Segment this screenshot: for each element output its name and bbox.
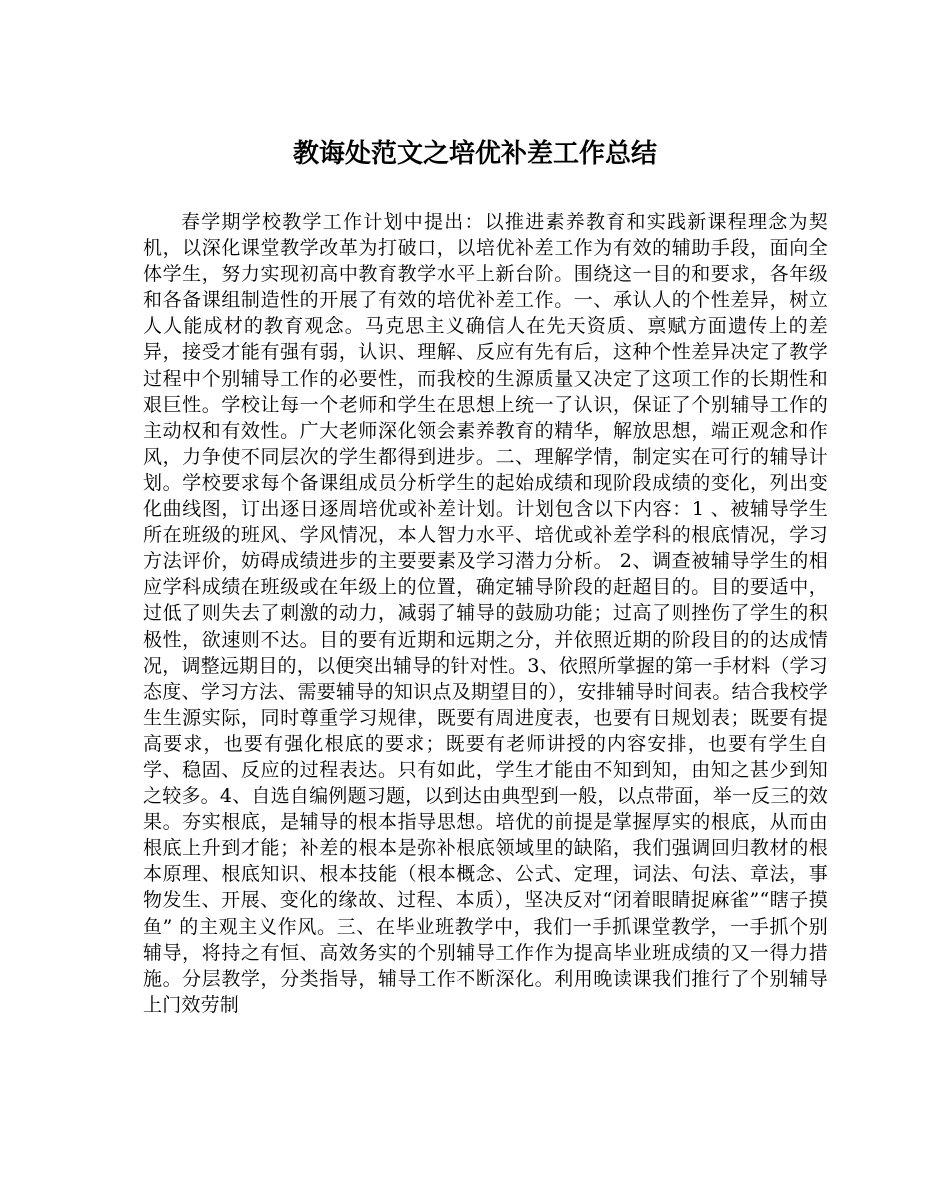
document-title: 教诲处范文之培优补差工作总结 [292, 139, 657, 169]
document-body-paragraph: 春学期学校教学工作计划中提出：以推进素养教育和实践新课程理念为契机，以深化课堂教学改革为打破口，以培优补差工作为有效的辅助手段，面向全体学生，努力实现初高中教育教学水平上新台阶。围绕这一目的和要求，各年级和各备课组制造性的开展了有效的培优补差工作。一、承认人的个性差异，树立人人能成材的教育观念。马克思主义确信人在先天资质、禀赋方面遗传上的差异，接受才能有强有弱，认识、理解、反应有先有后，这种个性差异决定了教学过程中个别辅导工作的必要性，而我校的生源质量又决定了这项工作的长期性和艰巨性。学校让每一个老师和学生在思想上统一了认识，保证了个别辅导工作的主动权和有效性。广大老师深化领会素养教育的精华，解放思想，端正观念和作风，力争使不同层次的学生都得到进步。二、理解学情，制定实在可行的辅导计划。学校要求每个备课组成员分析学生的起始成绩和现阶段成绩的变化，列出变化曲线图，订出逐日逐周培优或补差计划。计划包含以下内容：1 、被辅导学生所在班级的班风、学风情况，本人智力水平、培优或补差学科的根底情况，学习方法评价，妨碍成绩进步的主要要素及学习潜力分析。 2、调查被辅导学生的相应学科成绩在班级或在年级上的位置，确定辅导阶段的赶超目的。目的要适中，过低了则失去了刺激的动力，减弱了辅导的鼓励功能；过高了则挫伤了学生的积极性，欲速则不达。目的要有近期和远期之分，并依照近期的阶段目的的达成情况，调整远期目的，以便突出辅导的针对性。3、依照所掌握的第一手材料（学习态度、学习方法、需要辅导的知识点及期望目的），安排辅导时间表。结合我校学生生源实际，同时尊重学习规律，既要有周进度表，也要有日规划表；既要有提高要求，也要有强化根底的要求；既要有老师讲授的内容安排，也要有学生自学、稳固、反应的过程表达。只有如此，学生才能由不知到知，由知之甚少到知之较多。4、自选自编例题习题，以到达由典型到一般，以点带面，举一反三的效果。夯实根底，是辅导的根本指导思想。培优的前提是掌握厚实的根底，从而由根底上升到才能；补差的根本是弥补根底领域里的缺陷，我们强调回归教材的根本原理、根底知识、根本技能（根本概念、公式、定理，词法、句法、章法，事物发生、开展、变化的缘故、过程、本质），坚决反对“闭着眼睛捉麻雀”“瞎子摸鱼” 的主观主义作风。三、在毕业班教学中，我们一手抓课堂教学，一手抓个别辅导，将持之有恒、高效务实的个别辅导工作作为提高毕业班成绩的又一得力措施。分层教学，分类指导，辅导工作不断深化。利用晚读课我们推行了个别辅导上门效劳制 [143, 211, 828, 1016]
